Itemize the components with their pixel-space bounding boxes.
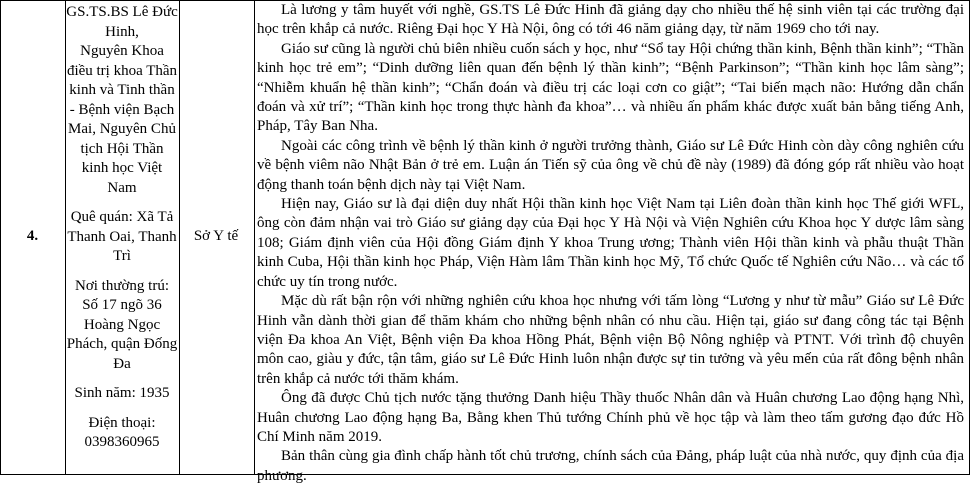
- description-paragraph: Ông đã được Chủ tịch nước tặng thưởng Danh hiệu Thầy thuốc Nhân dân và Huân chương Lao động hạng Nhì, Huân chương Lao động hạng Ba, Bằng khen Thủ tướng Chính phủ về học tập và làm theo tấm gương đạo đức Hồ Chí Minh năm 2019.: [257, 390, 964, 445]
- person-title-name: GS.TS.BS Lê Đức Hinh,: [66, 4, 178, 40]
- person-hometown: Quê quán: Xã Tả Thanh Oai, Thanh Trì: [67, 209, 177, 264]
- description-paragraph: Giáo sư cũng là người chủ biên nhiều cuốn sách y học, như “Sổ tay Hội chứng thần kinh, Bệnh thần kinh”; “Thần kinh học trẻ em”; “Dinh dưỡng liên quan đến bệnh lý thần kinh”; “Bệnh Parkinson”; “Thần kinh học lâm sàng”; “Nhiễm khuẩn hệ thần kinh”; “Chẩn đoán và điều trị các loại cơn co giật”; “Tai biến mạch não: Hướng dẫn chẩn đoán và xử trí”; “Thần kinh học trong thực hành đa khoa”… và nhiều ấn phẩm khác được xuất bản bằng tiếng Anh, Pháp, Tây Ban Nha.: [257, 40, 964, 135]
- person-phone: 0398360965: [84, 434, 160, 450]
- person-phone-label: Điện thoại:: [88, 414, 156, 431]
- column-divider-department: [254, 0, 255, 475]
- department-cell: Sở Y tế: [193, 228, 239, 244]
- person-info-cell: [66, 3, 178, 453]
- description-paragraph: Ngoài các công trình về bệnh lý thần kinh ở người trưởng thành, Giáo sư Lê Đức Hinh còn dày công nghiên cứu về bệnh viêm não Nhật Bản ở trẻ em. Luận án Tiến sỹ của ông về chủ đề này (1989) đã đóng góp rất nhiều vào hoạt động thanh toán bệnh dịch này tại Việt Nam.: [257, 137, 964, 193]
- person-residence: Nơi thường trú: Số 17 ngõ 36 Hoàng Ngọc Phách, quận Đống Đa: [66, 277, 178, 372]
- person-positions: Nguyên Khoa điều trị khoa Thần kinh và Tinh thần - Bệnh viện Bạch Mai, Nguyên Chủ tịch Hội Thần kinh học Việt Nam: [66, 43, 178, 196]
- description-paragraph: Là lương y tâm huyết với nghề, GS.TS Lê Đức Hinh đã giảng dạy cho nhiều thế hệ sinh viên tại các trường đại học trên khắp cả nước. Riêng Đại học Y Hà Nội, ông có tới 46 năm giảng dạy, từ năm 1969 cho tới nay.: [257, 2, 964, 38]
- row-number: 4.: [26, 228, 39, 244]
- person-birth-year: Sinh năm: 1935: [74, 385, 170, 401]
- description-paragraph: Bản thân cùng gia đình chấp hành tốt chủ trương, chính sách của Đảng, pháp luật của nhà nước, quy định của địa phương.: [257, 448, 964, 484]
- description-paragraph: Mặc dù rất bận rộn với những nghiên cứu khoa học nhưng với tấm lòng “Lương y như từ mẫu” Giáo sư Lê Đức Hinh vẫn dành thời gian để thăm khám cho những bệnh nhân có nhu cầu. Hiện tại, giáo sư đang công tác tại Bệnh viện Đa khoa An Việt, Bệnh viện Đa khoa Hồng Phát, Bệnh viện Bộ Nông nghiệp và PTNT. Với trình độ chuyên môn cao, giàu y đức, tận tâm, giáo sư Lê Đức Hinh luôn nhận được sự tin tưởng và yêu mến của rất đông bệnh nhân trên khắp cả nước tới thăm khám.: [257, 293, 964, 387]
- description-cell: [257, 1, 964, 486]
- description-paragraph: Hiện nay, Giáo sư là đại diện duy nhất Hội thần kinh học Việt Nam tại Liên đoàn thần kinh học Thế giới WFL, ông còn đảm nhận vai trò Giáo sư giảng dạy của Đại học Y Hà Nội và Viện Nghiên cứu Khoa học Y dược lâm sàng 108; Giám định viên của Hội đồng Giám định Y khoa Trung ương; Thành viên Hội thần kinh và phẫu thuật Thần kinh Cuba, Hội thần kinh học Pháp, Viện Hàm lâm Thần kinh học Mỹ, Tổ chức Quốc tế Nghiên cứu Não… và các tổ chức uy tín trong nước.: [257, 196, 964, 290]
